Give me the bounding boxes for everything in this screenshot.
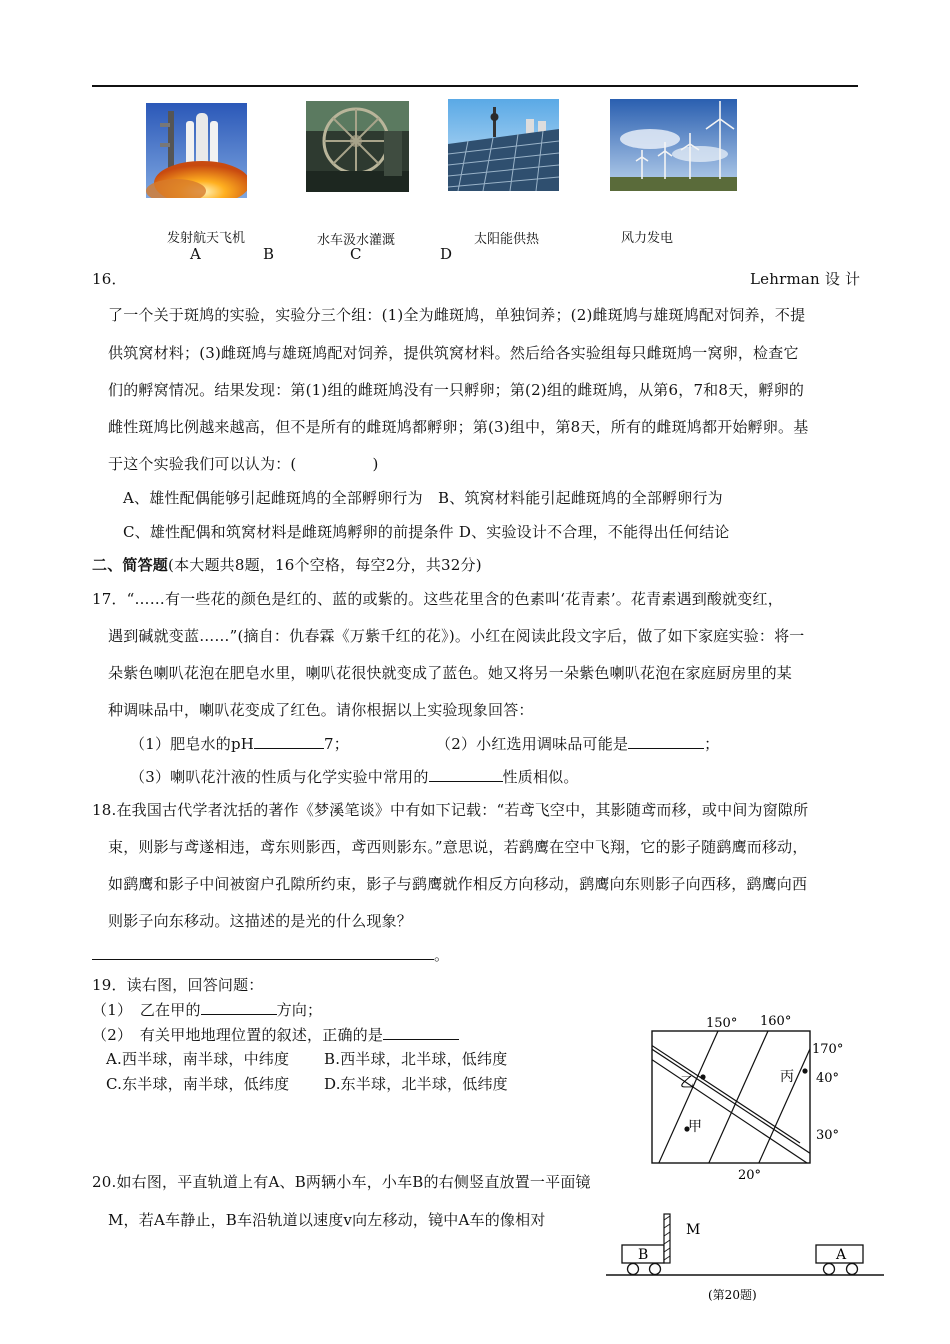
q18-line-2: 束，则影与鸢遂相违，鸢东则影西，鸢西则影东。”意思说，若鹞鹰在空中飞翔，它的影子随鹞鹰而移动， <box>108 838 808 856</box>
meridian-160 <box>690 1031 768 1185</box>
q17-sub-2 <box>436 733 719 754</box>
q19-option-b: B.西半球，北半球，低纬度 <box>324 1050 508 1068</box>
q17-indicator-blank[interactable] <box>429 767 503 782</box>
caption-shuttle: 发射航天飞机 <box>167 231 246 246</box>
q18-line-4: 则影子向东移动。这描述的是光的什么现象？ <box>108 912 413 930</box>
caption-solar: 太阳能供热 <box>474 232 540 247</box>
lat-lon-grid-map <box>640 1005 860 1185</box>
q17-sub-1 <box>130 733 349 754</box>
q17-line-4: 种调味品中，喇叭花变成了红色。请你根据以上实验现象回答： <box>108 701 534 719</box>
option-letter-b: B <box>263 245 275 263</box>
q17-ph-blank[interactable] <box>254 734 324 749</box>
caption-wind: 风力发电 <box>621 231 674 246</box>
solar-heater-image <box>448 99 559 191</box>
q16-option-cd: C、雄性配偶和筑窝材料是雌斑鸠孵卵的前提条件 D、实验设计不合理，不能得出任何结论 <box>123 523 730 541</box>
header-rule <box>92 85 858 87</box>
q16-option-ab: A、雄性配偶能够引起雌斑鸠的全部孵卵行为 B、筑窝材料能引起雌斑鸠的全部孵卵行为 <box>123 489 723 507</box>
point-yi <box>700 1074 705 1079</box>
q20-line-1: 20.如右图，平直轨道上有A、B两辆小车，小车B的右侧竖直放置一平面镜 <box>92 1173 591 1191</box>
caption-waterwheel: 水车汲水灌溉 <box>317 233 396 248</box>
q20-line-2: M，若A车静止，B车沿轨道以速度v向左移动，镜中A车的像相对 <box>108 1211 546 1229</box>
option-letter-d: D <box>440 245 453 263</box>
q19-option-c: C.东半球，南半球，低纬度 <box>106 1075 290 1093</box>
label-yi: 乙 <box>680 1075 694 1091</box>
q18-line-1: 18.在我国古代学者沈括的著作《梦溪笔谈》中有如下记载：“若鸢飞空中，其影随鸢而移，或中间为窗隙所 <box>92 801 809 819</box>
q18-answer-blank[interactable] <box>92 945 434 960</box>
q19-sub1-text: （1） 乙在甲的 <box>92 1001 201 1019</box>
q16-line-5: 于这个实验我们可以认为：( ) <box>108 455 379 473</box>
label-lon-160: 160° <box>760 1014 792 1029</box>
q19-location-blank[interactable] <box>383 1025 459 1040</box>
q17-sub2-tail: ； <box>704 735 720 753</box>
waterwheel-image <box>306 101 409 192</box>
q18-answer <box>92 944 449 965</box>
q17-sub2-text: （2）小红选用调味品可能是 <box>436 735 629 753</box>
q17-sub3-text: （3）喇叭花汁液的性质与化学实验中常用的 <box>130 768 429 786</box>
q19-sub1-tail: 方向； <box>276 1001 323 1019</box>
section-2-title: 二、简答题 <box>92 556 169 574</box>
car-a-wheel-left <box>824 1264 835 1275</box>
section-2-heading <box>92 554 482 575</box>
point-bing <box>802 1068 807 1073</box>
q16-line-4: 雌性斑鸠比例越来越高，但不是所有的雌斑鸠都孵卵；第(3)组中，第8天，所有的雌斑鸠都开始孵卵。基 <box>108 418 809 436</box>
q17-sub3-tail: 性质相似。 <box>502 768 579 786</box>
q19-intro: 19．读右图，回答问题： <box>92 976 264 994</box>
q16-lead: Lehrman 设 计 <box>750 270 861 288</box>
label-bing: 丙 <box>780 1069 794 1085</box>
q16-number: 16． <box>92 270 127 288</box>
wind-power-image <box>610 99 737 191</box>
option-letter-c: C <box>350 245 362 263</box>
q17-condiment-blank[interactable] <box>628 734 704 749</box>
q19-direction-blank[interactable] <box>201 1000 277 1015</box>
shuttle-launch-image <box>146 103 247 198</box>
label-lon-20: 20° <box>738 1168 762 1183</box>
label-lat-30: 30° <box>816 1128 840 1143</box>
q17-sub1-text: （1）肥皂水的pH <box>130 735 255 753</box>
label-lat-40: 40° <box>816 1071 840 1086</box>
q19-sub2-text: （2） 有关甲地地理位置的叙述，正确的是 <box>92 1026 384 1044</box>
q18-answer-end: 。 <box>434 946 450 964</box>
label-lon-150: 150° <box>706 1016 738 1031</box>
q19-option-a: A.西半球，南半球，中纬度 <box>106 1050 290 1068</box>
q16-line-1: 了一个关于斑鸠的实验，实验分三个组：(1)全为雌斑鸠，单独饲养；(2)雌斑鸠与雄斑鸠配对饲养，不提 <box>108 306 806 324</box>
car-b-label: B <box>638 1247 649 1263</box>
q17-line-3: 朵紫色喇叭花泡在肥皂水里，喇叭花很快就变成了蓝色。她又将另一朵紫色喇叭花泡在家庭厨房里的某 <box>108 664 793 682</box>
mirror-m <box>664 1214 670 1263</box>
q19-sub-1 <box>92 999 322 1020</box>
label-jia: 甲 <box>688 1119 702 1135</box>
q16-line-2: 供筑窝材料；(3)雌斑鸠与雄斑鸠配对饲养，提供筑窝材料。然后给各实验组每只雌斑鸠一窝卵，检查它 <box>108 344 799 362</box>
q19-option-d: D.东半球，北半球，低纬度 <box>324 1075 508 1093</box>
section-2-note: (本大题共8题，16个空格，每空2分，共32分) <box>168 556 482 574</box>
car-b-wheel-right <box>650 1264 661 1275</box>
q19-sub-2 <box>92 1024 459 1045</box>
q16-line-3: 们的孵窝情况。结果发现：第(1)组的雌斑鸠没有一只孵卵；第(2)组的雌斑鸠，从第6，7和8天，孵卵的 <box>108 381 805 399</box>
q18-line-3: 如鹞鹰和影子中间被窗户孔隙所约束，影子与鹞鹰就作相反方向移动，鹞鹰向东则影子向西移，鹞鹰向西 <box>108 875 808 893</box>
figure-20-caption: (第20题) <box>708 1288 757 1302</box>
q17-line-1: 17．“……有一些花的颜色是红的、蓝的或紫的。这些花里含的色素叫‘花青素’。花青素遇到酸就变红， <box>92 590 783 608</box>
q17-sub-3 <box>130 766 579 787</box>
parallel-upper <box>640 1045 860 1185</box>
car-b-wheel-left <box>628 1264 639 1275</box>
q17-sub1-tail: 7； <box>324 735 349 753</box>
q17-line-2: 遇到碱就变蓝……”(摘自：仇春霖《万紫千红的花》)。小红在阅读此段文字后，做了如下家庭实验：将一 <box>108 627 805 645</box>
mirror-label: M <box>686 1222 701 1238</box>
car-a-label: A <box>836 1247 847 1263</box>
track-cars-figure <box>600 1208 890 1308</box>
car-a-wheel-right <box>847 1264 858 1275</box>
label-lon-170: 170° <box>812 1042 844 1057</box>
option-letter-a: A <box>190 245 201 263</box>
